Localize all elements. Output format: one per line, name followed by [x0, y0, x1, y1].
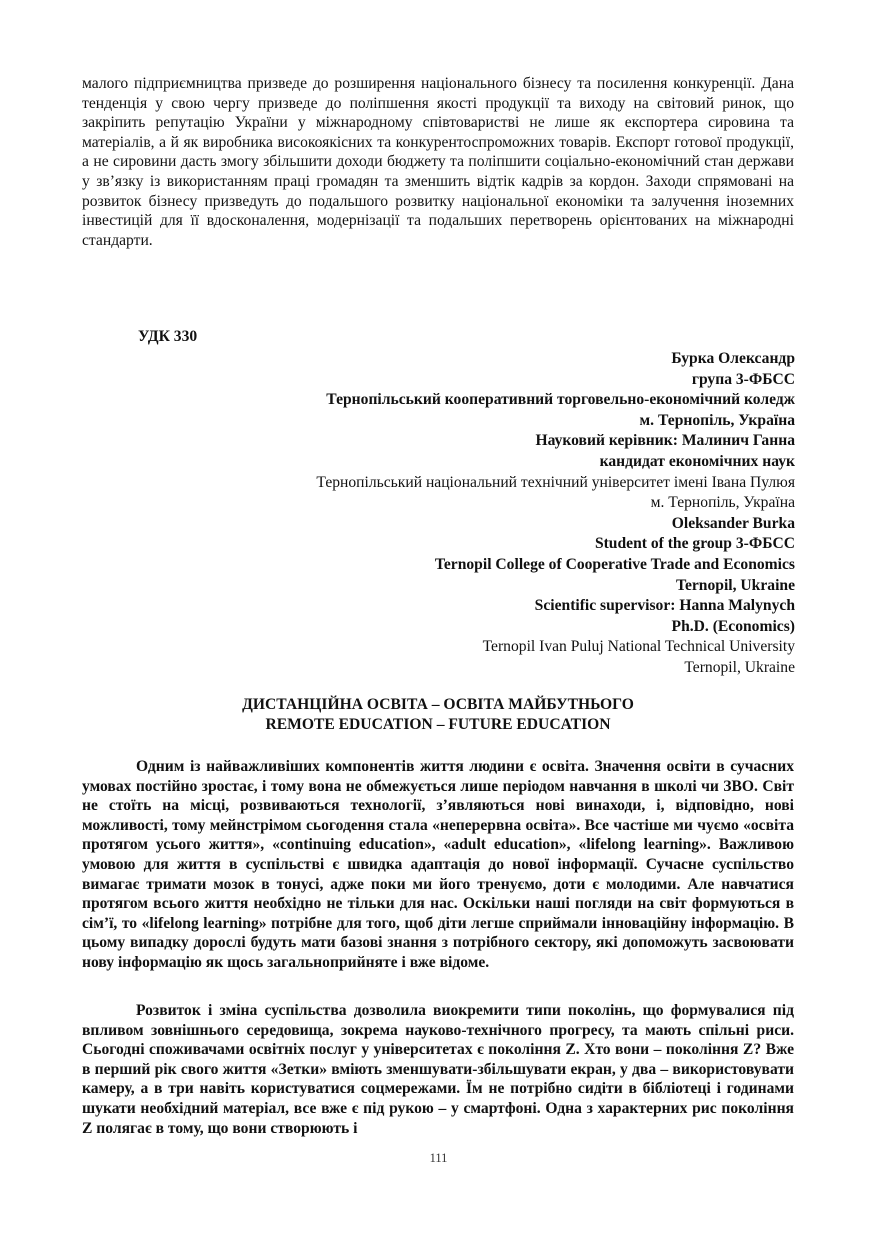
supervisor-degree-ua: кандидат економічних наук — [599, 452, 795, 470]
author-group-en: Student of the group 3-ФБСС — [594, 535, 795, 553]
author-city-en: Ternopil, Ukraine — [676, 576, 795, 594]
body-paragraph-1: Одним із найважливіших компонентів життя людини є освіта. Значення освіти в сучасних умовах постійно зростає, і тому вона не обмежується лише періодом навчання в школі чи ЗВО. Світ не стоїть на місці, розвиваються технології, з’являються нові винаходи, і, відповідно, нові можливості, тому мейнстрімом сьогодення стала «неперервна освіта». Все частіше ми чуємо «освіта протягом усього життя», «continuing education», «adult education», «lifelong learning». Важливою умовою для життя в суспільстві є швидка адаптація до нової інформації. Сучасне суспільство вимагає тримати мозок в тонусі, адже поки ми його тренуємо, доти є молодими. Але навчатися протягом всього життя необхідно не тільки для нас. Оскільки наші погляди на світ формуються в сім’ї, то «lifelong learning» потрібне для того, щоб діти легше сприймали інноваційну інформацію. В цьому випадку дорослі будуть мати базові знання з потрібного сектору, які допоможуть засвоювати нову інформацію як щось загальноприйняте і вже відоме. — [82, 758, 794, 971]
article-title-en: REMOTE EDUCATION – FUTURE EDUCATION — [265, 716, 611, 733]
article-title-ua: ДИСТАНЦІЙНА ОСВІТА – ОСВІТА МАЙБУТНЬОГО — [242, 696, 634, 713]
supervisor-city-ua: м. Тернопіль, Україна — [650, 494, 795, 512]
author-college-en: Ternopil College of Cooperative Trade and Economics — [434, 555, 795, 573]
supervisor-degree-en: Ph.D. (Economics) — [671, 617, 795, 635]
supervisor-university-en: Ternopil Ivan Puluj National Technical University — [482, 638, 795, 656]
author-name-en: Oleksander Burka — [671, 514, 795, 532]
intro-paragraph: малого підприємництва призведе до розширення національного бізнесу та посилення конкуренції. Дана тенденція у свою чергу призведе до поліпшення якості продукції та виходу на світовий ринок, що закріпить репутацію України у міжнародному співтоваристві не лише як експортера сировина та матеріалів, а й як виробника високоякісних та конкурентоспроможних товарів. Експорт готової продукції, а не сировини дасть змогу збільшити доходи бюджету та поліпшити соціально-економічний стан держави у зв’язку із використанням праці громадян та зменшить відтік кадрів за кордон. Заходи спрямовані на розвиток бізнесу призведуть до подальшого розвитку національної економіки та залучення іноземних інвестицій для її вдосконалення, модернізації та подальших перетворень орієнтованих на міжнародні стандарти. — [82, 75, 794, 249]
article-title — [82, 695, 794, 735]
author-name-ua: Бурка Олександр — [671, 350, 795, 367]
author-college-ua: Тернопільський кооперативний торговельно-економічний коледж — [326, 391, 795, 409]
supervisor-name-ua: Науковий керівник: Малинич Ганна — [535, 432, 795, 450]
page-number: 111 — [429, 1151, 448, 1165]
supervisor-city-en: Ternopil, Ukraine — [684, 658, 795, 676]
supervisor-university-ua: Тернопільський національний технічний університет імені Івана Пулюя — [316, 473, 795, 491]
body-paragraph-2: Розвиток і зміна суспільства дозволила виокремити типи поколінь, що формувалися під впливом зовнішнього середовища, зокрема науково-технічного прогресу, та мають спільні риси. Сьогодні споживачами освітніх послуг у університетах є покоління Z. Хто вони – покоління Z? Вже в перший рік свого життя «Зетки» вміють зменшувати-збільшувати екран, у два – використовувати камеру, а в три навіть користуватися соцмережами. Їм не потрібно сидіти в бібліотеці і годинами шукати необхідний матеріал, все вже є під рукою – у смартфоні. Одна з характерних рис покоління Z полягає в тому, що вони створюють і — [82, 1002, 794, 1137]
author-city-ua: м. Тернопіль, Україна — [639, 411, 795, 429]
supervisor-name-en: Scientific supervisor: Hanna Malynych — [534, 597, 795, 615]
author-block — [155, 349, 795, 679]
author-group-ua: група 3-ФБСС — [691, 370, 795, 388]
udc-code: УДК 330 — [138, 328, 198, 345]
